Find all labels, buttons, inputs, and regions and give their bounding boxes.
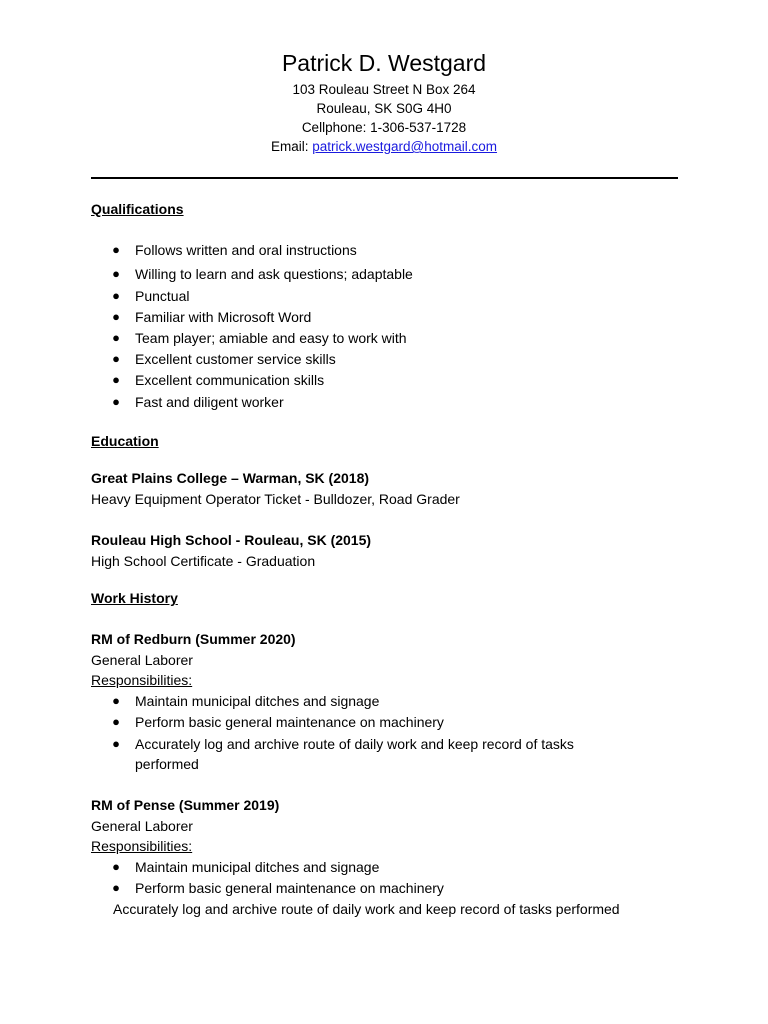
education-detail: High School Certificate - Graduation [91, 553, 316, 569]
responsibility-item: Accurately log and archive route of daily work and keep record of tasks [135, 736, 574, 752]
qualification-item: Follows written and oral instructions [135, 242, 357, 258]
address-line-2: Rouleau, SK S0G 4H0 [316, 101, 452, 116]
education-heading: Education [91, 433, 159, 449]
job-employer: RM of Redburn (Summer 2020) [91, 631, 296, 647]
bullet-icon: ● [112, 714, 120, 729]
responsibilities-label: Responsibilities: [91, 838, 193, 854]
responsibility-item: Perform basic general maintenance on machinery [135, 714, 444, 730]
qualification-item: Excellent communication skills [135, 372, 325, 388]
education-detail: Heavy Equipment Operator Ticket - Bulldozer, Road Grader [91, 491, 460, 507]
bullet-icon: ● [112, 266, 120, 281]
bullet-icon: ● [112, 859, 120, 874]
qualification-item: Willing to learn and ask questions; adaptable [135, 266, 413, 282]
responsibility-item-continued: performed [135, 756, 199, 772]
responsibility-item-unbulleted: Accurately log and archive route of daily work and keep record of tasks performed [113, 901, 620, 917]
responsibilities-label: Responsibilities: [91, 672, 193, 688]
resume-header [0, 48, 768, 156]
education-school: Rouleau High School - Rouleau, SK (2015) [91, 532, 372, 548]
header-divider [91, 177, 678, 179]
responsibility-item: Maintain municipal ditches and signage [135, 859, 380, 875]
email-label: Email: [270, 139, 313, 154]
bullet-icon: ● [112, 242, 120, 257]
job-title: General Laborer [91, 652, 193, 668]
bullet-icon: ● [112, 394, 120, 409]
applicant-name: Patrick D. Westgard [281, 50, 487, 76]
education-school: Great Plains College – Warman, SK (2018) [91, 470, 370, 486]
bullet-icon: ● [112, 372, 120, 387]
qualification-item: Excellent customer service skills [135, 351, 336, 367]
responsibility-item: Maintain municipal ditches and signage [135, 693, 380, 709]
qualification-item: Punctual [135, 288, 190, 304]
bullet-icon: ● [112, 351, 120, 366]
qualification-item: Familiar with Microsoft Word [135, 309, 312, 325]
job-employer: RM of Pense (Summer 2019) [91, 797, 280, 813]
email-line [0, 137, 768, 156]
address-line-1: 103 Rouleau Street N Box 264 [292, 82, 476, 97]
bullet-icon: ● [112, 330, 120, 345]
cellphone-line: Cellphone: 1-306-537-1728 [301, 120, 467, 135]
qualifications-heading: Qualifications [91, 201, 184, 217]
bullet-icon: ● [112, 736, 120, 751]
bullet-icon: ● [112, 309, 120, 324]
job-title: General Laborer [91, 818, 193, 834]
bullet-icon: ● [112, 880, 120, 895]
work-history-heading: Work History [91, 590, 178, 606]
bullet-icon: ● [112, 288, 120, 303]
email-link[interactable]: patrick.westgard@hotmail.com [312, 139, 498, 154]
qualification-item: Fast and diligent worker [135, 394, 284, 410]
qualification-item: Team player; amiable and easy to work with [135, 330, 407, 346]
bullet-icon: ● [112, 693, 120, 708]
responsibility-item: Perform basic general maintenance on machinery [135, 880, 444, 896]
